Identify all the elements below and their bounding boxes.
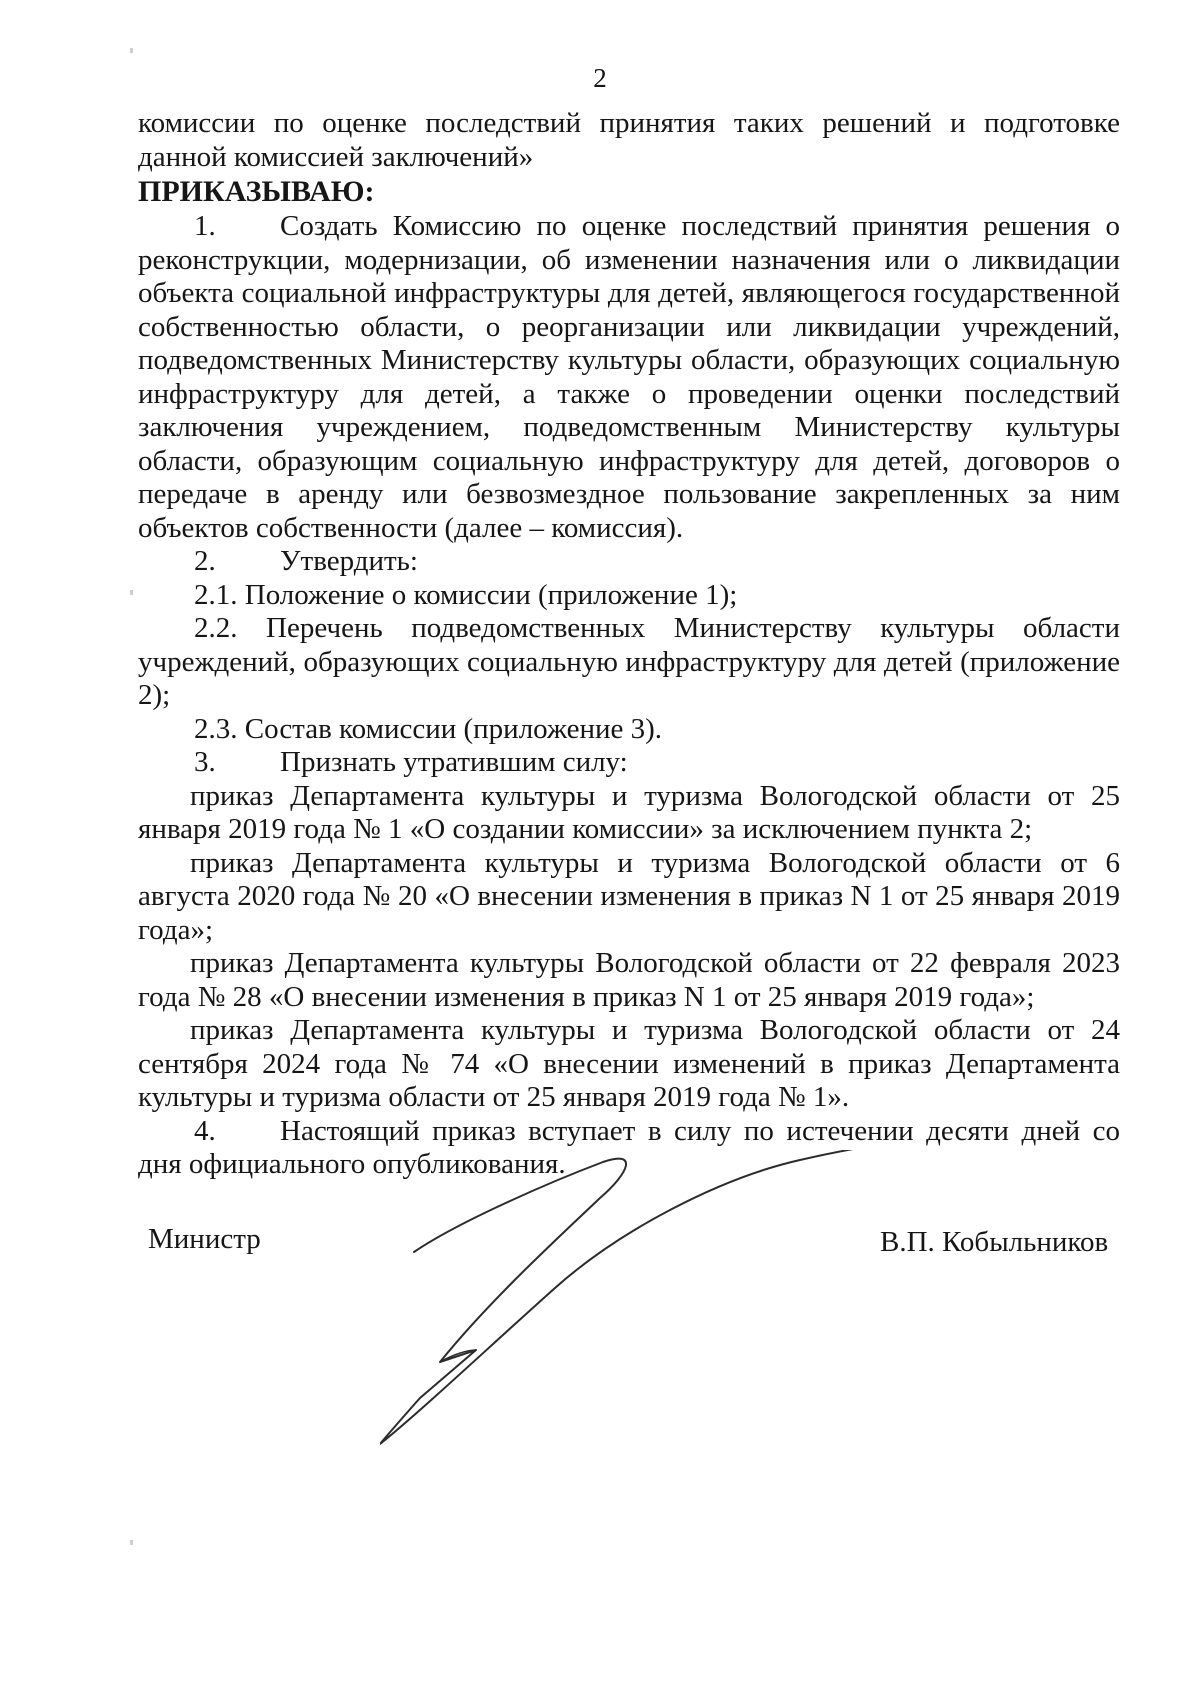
intro-paragraph: комиссии по оценке последствий принятия таких решений и подготовке данной комиссией заключений» [138,107,1120,173]
item-3 [138,746,1120,780]
item-2-number: 2. [194,545,216,577]
item-2-text: Утвердить: [280,545,418,577]
item-4-text: Настоящий приказ вступает в силу по истечении десяти дней со дня официального опубликования. [138,1114,1120,1180]
handwritten-signature [380,1150,940,1450]
item-1-text: Создать Комиссию по оценке последствий принятия решения о реконструкции, модернизации, об изменении назначения или о ликвидации объекта социальной инфраструктуры для детей, являющегося государственной собственностью области, о реорганизации или ликвидации учреждений, подведомственных Министерству культуры области, образующих социальную инфраструктуру для детей, а также о проведении оценки последствий заключения учреждением, подведомственным Министерству культуры области, образующим социальную инфраструктуру для детей, договоров о передаче в аренду или безвозмездное пользование закрепленных за ним объектов собственности (далее – комиссия). [138,210,1120,544]
margin-mark [130,590,133,595]
margin-mark [130,48,133,53]
order-heading: ПРИКАЗЫВАЮ: [138,175,375,208]
repealed-order-1: приказ Департамента культуры и туризма Вологодской области от 25 января 2019 года № 1 «О создании комиссии» за исключением пункта 2; [138,779,1120,845]
document-body [138,107,1120,1182]
item-2 [138,545,1120,579]
item-3-number: 3. [194,746,216,778]
item-1 [138,210,1120,545]
item-4-number: 4. [194,1114,216,1147]
subitem-2-1: 2.1. Положение о комиссии (приложение 1); [194,578,738,611]
repealed-order-2: приказ Департамента культуры и туризма Вологодской области от 6 августа 2020 года № 20 «О внесении изменения в приказ N 1 от 25 января 2019 года»; [138,846,1120,946]
subitem-2-3: 2.3. Состав комиссии (приложение 3). [194,712,663,745]
repealed-order-3: приказ Департамента культуры Вологодской области от 22 февраля 2023 года № 28 «О внесении изменения в приказ N 1 от 25 января 2019 года»; [138,947,1120,1013]
signatory-name: В.П. Кобыльников [880,1226,1109,1258]
item-1-number: 1. [194,210,216,242]
page-number: 2 [593,63,607,93]
signatory-title: Министр [148,1223,261,1255]
item-3-text: Признать утратившим силу: [280,746,628,778]
margin-mark [130,1540,133,1545]
subitem-2-2: 2.2. Перечень подведомственных Министерству культуры области учреждений, образующих социальную инфраструктуру для детей (приложение 2); [138,612,1120,711]
repealed-order-4: приказ Департамента культуры и туризма Вологодской области от 24 сентября 2024 года № 74 «О внесении изменений в приказ Департамента культуры и туризма области от 25 января 2019 года № 1». [138,1014,1120,1113]
